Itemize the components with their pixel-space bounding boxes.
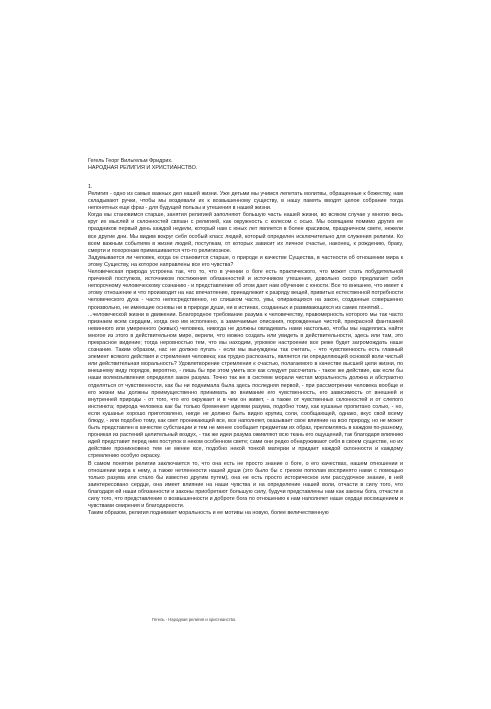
paragraph: ...человеческой жизни в движении. Благородное требование разума к человечеству, правомерность которого мы так часто признаем всем сердцем, когда оно им исполнено, а замечаемые описания, порожденные чистой, прекрасной фантазией невинного или умеренного (живых) человека, никогда не должны овладевать нами настолько, чтобы мы надеялись найти многое из этого в действительном мире, верили, что можно создать или увидеть в действительности, здесь или там, это прекрасное видение; тогда неровностью тем, что мы находим, угрюмое настроение все реже будет загромождать наше сознание. Таким образом, нас не должно пугать - если мы вынуждены так считать, - что чувственность есть главный элемент всякого действия и стремления человека; как трудно распознать, является ли определяющей основой воли чистый или действительная моральность? Удовлетворение стремления к счастью, полагаемого в качестве высшей цели жизни, по внешнему виду порядок, вероятно, - лишь бы при этом уметь все как следует рассчитать - такое же действие, как если бы наши волеизъявления определял закон разума. Точно так же в системе морали чистая моральность должна и абстрактно отделяться от чувственности, как бы ни поднимала была здесь последняя первой, - при рассмотрении человека вообще и его жизни мы должны преимущественно принимать во внимание его чувственность, его зависимость от внешней и внутренней природы - от того, что его окружает и в чем он живет, - а также от чувственных склонностей и от слепого инстинкта; природа человека как бы только бременеет идеями разума, подобно тому, как кушанье пропитано солью, - но, если кушанье хорошо приготовлено, нигде не должно быть видно крупиц соли, сообщающей, однако, вкус свой всему блюду, - или подобно тому, как свет проникающий все, все наполняет, оказывает свое влияние на всю природу, но не может быть представлен в качестве субстанции и тем не менее сообщает предметам их образ, преломляясь в каждом по-разному, проникая из растений целительный воздух, - так же идеи разума оживляют всю ткань его ощущений, так благодаря влиянию идей представит перед ним поступок в неком особенном свете; сами они редко обнаруживают себя в своем существе, но их действие проникновено тем не менее все, подобно некой тонкой материи и придает каждой склонности и каждому стремлению особую окраску. [88,311,403,460]
document-content [88,158,403,517]
paragraph: Таким образом, религия поднимает моральность и ее мотивы на новую, более величественную [88,510,329,517]
section-number: 1. [88,184,93,190]
paragraph: Задумывается ли человек, когда он становится старше, о природе и качестве Существа, в частности об отношении мира к этому Существу, на которое направлены все его чувства? [88,254,403,268]
author-line: Гегель Георг Вильгельм Фридрих. [88,158,173,164]
header-spacer [88,172,403,184]
paragraph: Когда мы становимся старше, занятия религией заполняют большую часть нашей жизни, во всяком случае у многих весь круг их мыслей и склонностей связан с религией, как окружность с колесом с осью. Мы освящаем помимо других ее праздников первый день каждой недели, который нам с юных лет является в более красивом, праздничном свете, нежели все другие дни. Мы видим вокруг себя особый класс людей, который определен исключительно для служения религии. Ко всем важным событиям в жизни людей, поступкам, от которых зависит их личное счастье, наконец, к рождению, браку, смерти и похоронам примешивается что-то религиозное. [88,212,403,254]
document-title: НАРОДНАЯ РЕЛИГИЯ И ХРИСТИАНСТВО. [88,165,198,171]
page-footer: Гегель · Народная религия и христианство. [152,617,237,622]
document-body [88,191,403,517]
paragraph: Религия - одно из самых важных дел нашей жизни. Уже детьми мы учимся лепетать молитвы, обращенные к божеству, нам складывают ручки, чтобы мы воздевали их к возвышенному существу, в нашу память вводят целое собрание тогда непонятных еще фраз - для будущей пользы и утешения в нашей жизни. [88,191,403,212]
paragraph: Человеческая природа устроена так, что то, что в учении о боге есть практического, что может стать побудительной причиной поступков, источником постижения обязанностей и источником утешения, довольно скоро предлагает себя непорочному человеческому сознанию - и представление об этом дает нам обучение с юности. Все то внешнее, что имеет к этому отношение и что производит на нас впечатление, принадлежит к разряду вещей, привитых естественной потребности человеческого духа - часто непосредственно, но слишком часто, увы, опирающихся на закон, созданные совершенно произвольно, не имеющие основы ни в природе души, ни в истинах, созданных и развивающихся из самих понятий... [88,269,403,311]
paragraph: В самом понятии религии заключается то, что она есть не просто знание о боге, о его качествах, нашем отношении и отношении мира к нему, а также нетленности нашей души (это было бы с грехом пополам воспринято нами с помощью только разума или стало бы известно другим путем), она не есть просто историческое или рассудочное знание, в ней заинтересовано сердце, она имеет влияние на наши чувства и на определение нашей воли, отчасти в силу того, что благодаря ей наши обязанности и законы приобретают большую силу, будучи представлены нам как законы бога, отчасти в силу того, что представление о возвышенности и доброте бога по отношению к нам наполняет наше сердце восхищением и чувствами смирения и благодарности. [88,460,403,510]
